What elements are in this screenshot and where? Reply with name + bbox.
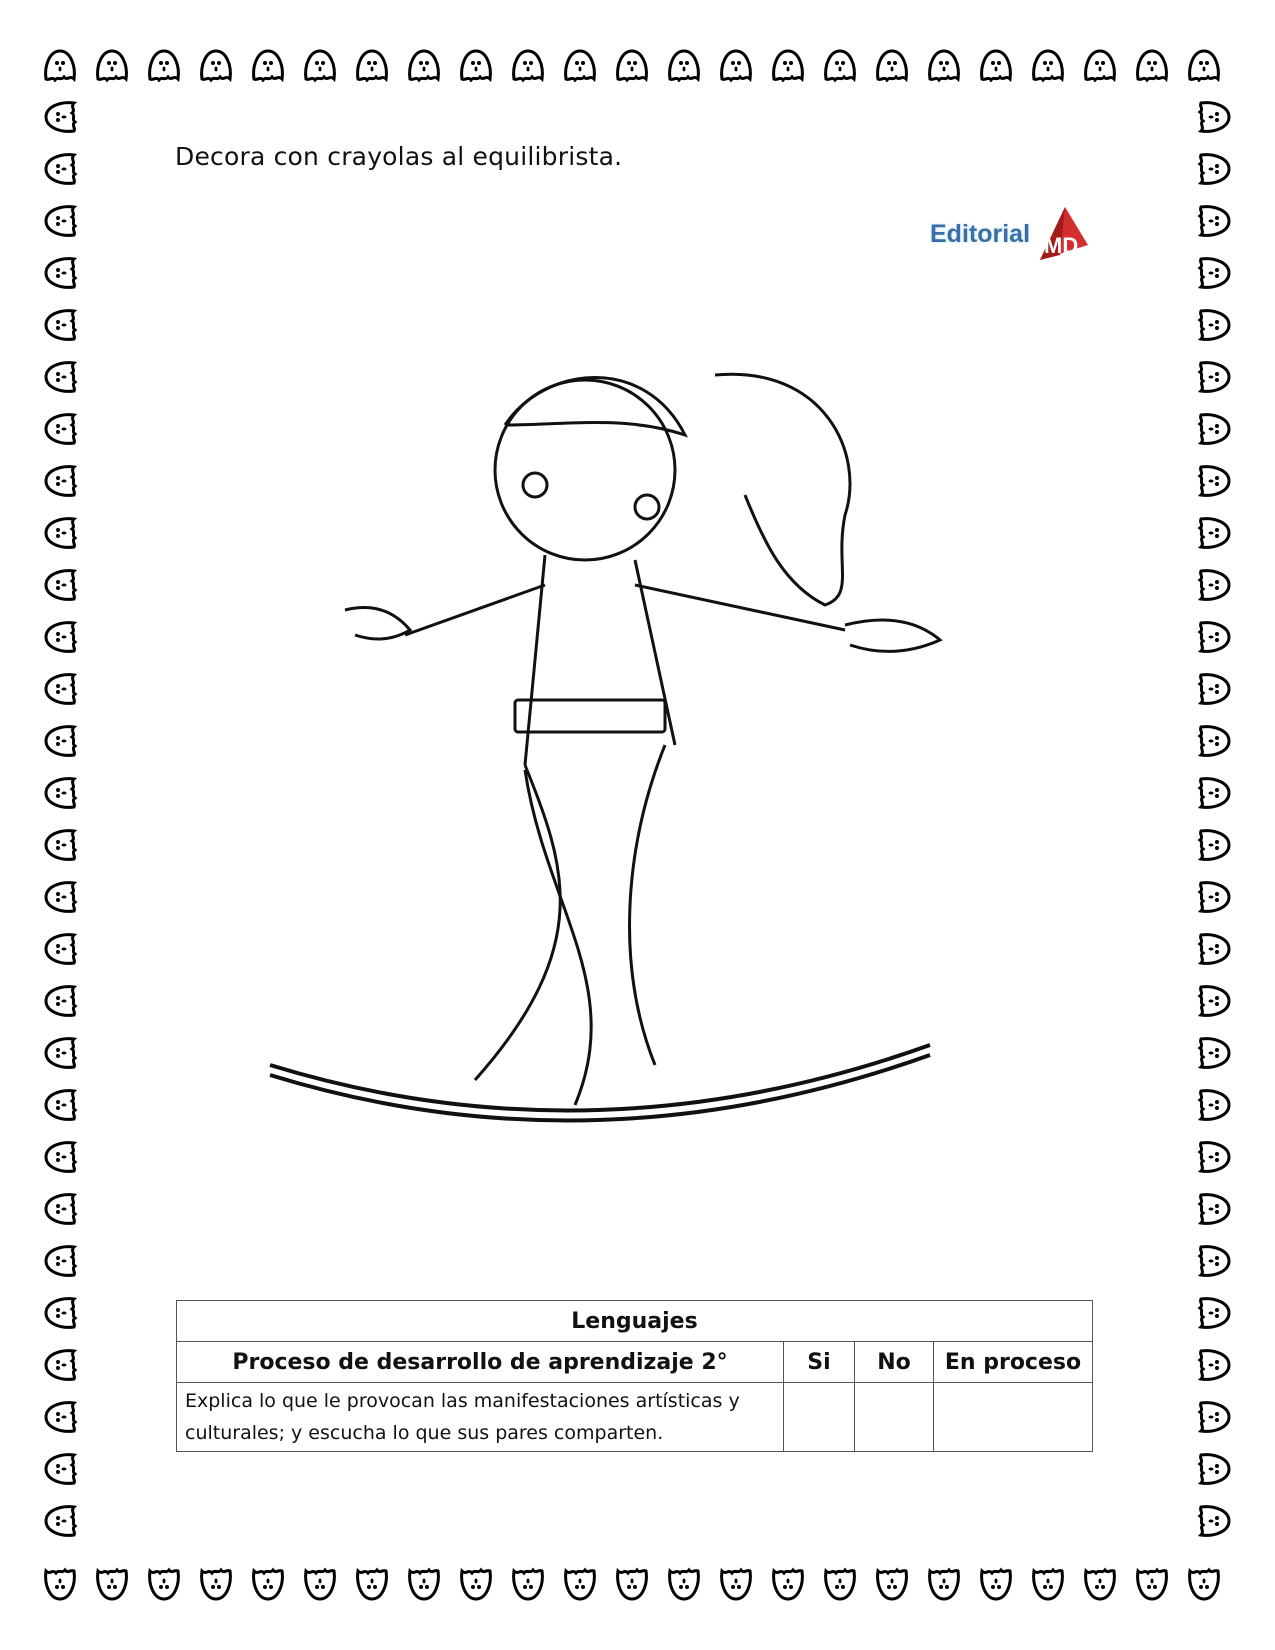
header-en-proceso: En proceso (934, 1342, 1093, 1383)
ghost-icon (1080, 45, 1120, 85)
cell-en-proceso[interactable] (934, 1383, 1093, 1452)
ghost-icon (872, 1565, 912, 1605)
ghost-icon (40, 565, 80, 605)
ghost-icon (40, 617, 80, 657)
ghost-icon (456, 1565, 496, 1605)
ghost-icon (40, 1449, 80, 1489)
ghost-icon (1184, 1565, 1224, 1605)
ghost-icon (40, 1033, 80, 1073)
ghost-icon (144, 1565, 184, 1605)
ghost-icon (1195, 1345, 1235, 1385)
header-si: Si (784, 1342, 855, 1383)
evaluation-table (176, 1300, 1093, 1452)
ghost-icon (1195, 669, 1235, 709)
ghost-icon (1028, 1565, 1068, 1605)
ghost-icon (1132, 1565, 1172, 1605)
ghost-icon (40, 981, 80, 1021)
ghost-icon (1195, 1449, 1235, 1489)
ghost-icon (976, 1565, 1016, 1605)
ghost-icon (40, 253, 80, 293)
ghost-icon (560, 1565, 600, 1605)
ghost-icon (1195, 201, 1235, 241)
ghost-icon (40, 45, 80, 85)
ghost-icon (196, 45, 236, 85)
ghost-icon (1195, 981, 1235, 1021)
ghost-icon (352, 1565, 392, 1605)
ghost-icon (976, 45, 1016, 85)
ghost-icon (40, 1293, 80, 1333)
table-title: Lenguajes (177, 1301, 1093, 1342)
ghost-icon (1195, 149, 1235, 189)
ghost-icon (92, 45, 132, 85)
ghost-icon (40, 773, 80, 813)
ghost-icon (1195, 461, 1235, 501)
ghost-icon (40, 357, 80, 397)
ghost-icon (1184, 45, 1224, 85)
ghost-icon (1195, 617, 1235, 657)
ghost-icon (40, 1085, 80, 1125)
ghost-icon (1195, 1501, 1235, 1541)
ghost-icon (1028, 45, 1068, 85)
header-no: No (855, 1342, 934, 1383)
ghost-icon (40, 305, 80, 345)
cell-si[interactable] (784, 1383, 855, 1452)
ghost-icon (768, 1565, 808, 1605)
ghost-icon (196, 1565, 236, 1605)
ghost-icon (1195, 1241, 1235, 1281)
ghost-icon (664, 45, 704, 85)
logo-text: Editorial (930, 220, 1031, 248)
ghost-icon (664, 1565, 704, 1605)
ghost-icon (1195, 1293, 1235, 1333)
md-logo-icon (1030, 205, 1090, 265)
ghost-icon (40, 929, 80, 969)
ghost-icon (40, 721, 80, 761)
ghost-icon (300, 1565, 340, 1605)
ghost-icon (924, 1565, 964, 1605)
svg-text:MD: MD (1044, 233, 1079, 258)
ghost-icon (716, 1565, 756, 1605)
ghost-icon (1132, 45, 1172, 85)
cell-no[interactable] (855, 1383, 934, 1452)
ghost-icon (40, 669, 80, 709)
ghost-icon (924, 45, 964, 85)
editorial-logo (930, 205, 1090, 265)
ghost-icon (40, 1345, 80, 1385)
ghost-icon (40, 1501, 80, 1541)
ghost-icon (1195, 1189, 1235, 1229)
ghost-icon (768, 45, 808, 85)
ghost-icon (40, 1137, 80, 1177)
ghost-icon (40, 461, 80, 501)
ghost-icon (1195, 1033, 1235, 1073)
ghost-icon (40, 1241, 80, 1281)
ghost-icon (612, 1565, 652, 1605)
ghost-icon (40, 825, 80, 865)
ghost-icon (40, 97, 80, 137)
ghost-icon (1195, 565, 1235, 605)
ghost-icon (144, 45, 184, 85)
instruction-text: Decora con crayolas al equilibrista. (175, 142, 623, 171)
ghost-icon (1195, 409, 1235, 449)
ghost-icon (1195, 929, 1235, 969)
ghost-icon (40, 409, 80, 449)
ghost-icon (1195, 1137, 1235, 1177)
table-row (177, 1383, 1093, 1452)
ghost-icon (300, 45, 340, 85)
ghost-icon (1080, 1565, 1120, 1605)
ghost-icon (1195, 253, 1235, 293)
ghost-icon (92, 1565, 132, 1605)
ghost-icon (508, 45, 548, 85)
ghost-icon (40, 1397, 80, 1437)
ghost-icon (1195, 825, 1235, 865)
ghost-icon (248, 1565, 288, 1605)
ghost-icon (1195, 1397, 1235, 1437)
ghost-icon (352, 45, 392, 85)
tightrope-walker-illustration (265, 345, 985, 1175)
ghost-icon (40, 201, 80, 241)
ghost-icon (40, 1565, 80, 1605)
ghost-icon (40, 877, 80, 917)
ghost-icon (820, 45, 860, 85)
ghost-icon (508, 1565, 548, 1605)
ghost-icon (404, 45, 444, 85)
ghost-icon (560, 45, 600, 85)
ghost-icon (820, 1565, 860, 1605)
ghost-icon (1195, 773, 1235, 813)
row-description: Explica lo que le provocan las manifestaciones artísticas y culturales; y escucha lo que sus pares comparten. (177, 1383, 784, 1452)
ghost-icon (40, 1189, 80, 1229)
ghost-icon (1195, 877, 1235, 917)
ghost-icon (40, 513, 80, 553)
ghost-icon (456, 45, 496, 85)
ghost-icon (1195, 721, 1235, 761)
ghost-icon (1195, 305, 1235, 345)
ghost-icon (1195, 357, 1235, 397)
ghost-icon (1195, 97, 1235, 137)
ghost-icon (404, 1565, 444, 1605)
ghost-icon (40, 149, 80, 189)
ghost-icon (248, 45, 288, 85)
header-process: Proceso de desarrollo de aprendizaje 2° (177, 1342, 784, 1383)
ghost-icon (612, 45, 652, 85)
ghost-icon (1195, 513, 1235, 553)
ghost-icon (1195, 1085, 1235, 1125)
ghost-icon (716, 45, 756, 85)
ghost-icon (872, 45, 912, 85)
